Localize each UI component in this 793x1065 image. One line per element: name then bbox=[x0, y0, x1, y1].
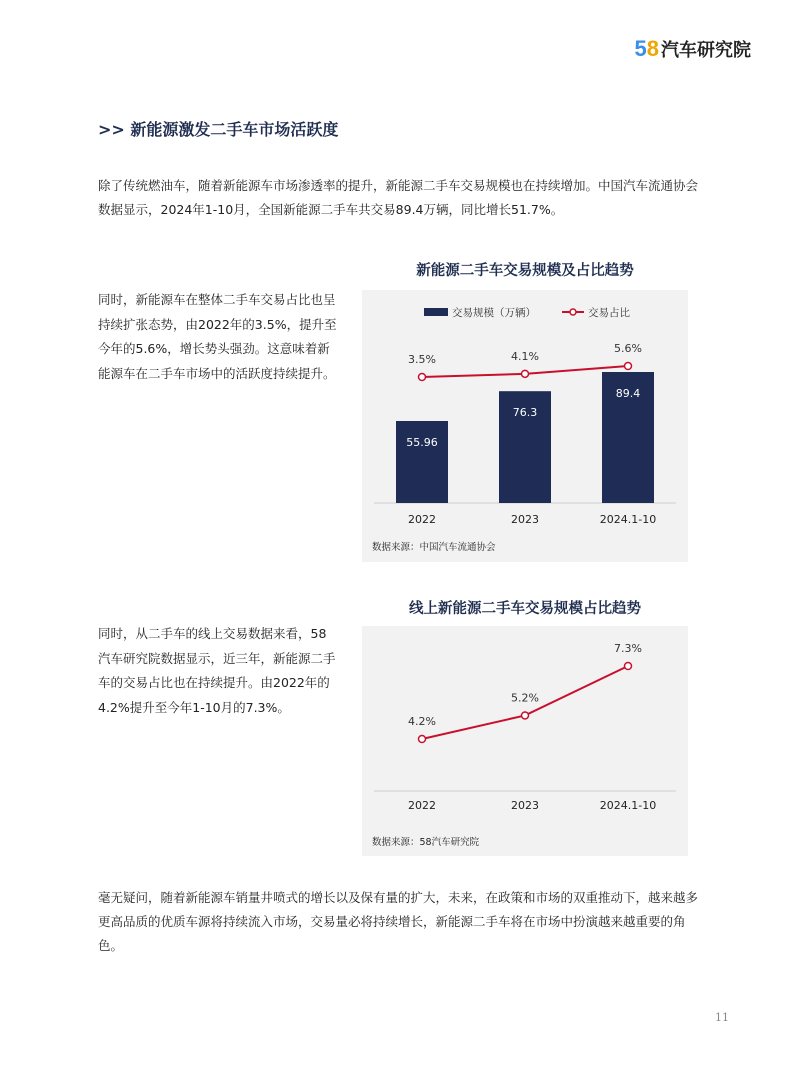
side-paragraph-2: 同时，从二手车的线上交易数据来看，58汽车研究院数据显示，近三年，新能源二手车的交易占比也在持续提升。由2022年的4.2%提升至今年1-10月的7.3%。 bbox=[98, 626, 336, 715]
online-share-point bbox=[522, 712, 529, 719]
online-share-point bbox=[625, 663, 632, 670]
online-share-point bbox=[419, 736, 426, 743]
chart2-panel bbox=[362, 626, 688, 856]
chart1-source: 数据来源：中国汽车流通协会 bbox=[372, 542, 496, 553]
bar-label: 55.96 bbox=[406, 436, 438, 450]
chart2-svg bbox=[362, 626, 688, 856]
x-tick-label: 2022 bbox=[408, 799, 436, 812]
share-label: 3.5% bbox=[408, 353, 436, 366]
x-tick-label: 2023 bbox=[511, 799, 539, 812]
bar-label: 76.3 bbox=[512, 406, 538, 420]
share-point bbox=[625, 363, 632, 370]
logo-digit-five: 5 bbox=[634, 36, 647, 61]
share-point bbox=[419, 374, 426, 381]
share-label: 4.1% bbox=[511, 349, 539, 363]
conclusion-paragraph: 毫无疑问，随着新能源车销量井喷式的增长以及保有量的扩大，未来，在政策和市场的双重推动下，越来越多更高品质的优质车源将持续流入市场，交易量必将持续增长，新能源二手车将在市场中扮演越来越重要的角色。 bbox=[98, 890, 699, 953]
bar-2022 bbox=[396, 421, 448, 503]
x-tick-label: 2023 bbox=[511, 513, 539, 526]
page-number: 11 bbox=[715, 1011, 729, 1024]
legend-bar-swatch bbox=[424, 308, 448, 316]
share-label: 5.6% bbox=[614, 342, 642, 355]
brand-logo bbox=[635, 36, 752, 62]
chart1-panel bbox=[362, 290, 688, 562]
x-tick-label: 2024.1-10 bbox=[599, 513, 657, 526]
side-paragraph-1: 同时，新能源车在整体二手车交易占比也呈持续扩张态势，由2022年的3.5%，提升至今年的5.6%，增长势头强劲。这意味着新能源车在二手车市场中的活跃度持续提升。 bbox=[98, 292, 337, 381]
legend-bar-label: 交易规模（万辆） bbox=[452, 307, 536, 319]
logo-digit-eight: 8 bbox=[646, 36, 659, 61]
legend-line-marker bbox=[570, 309, 576, 315]
share-point bbox=[522, 370, 529, 377]
chart1-title: 新能源二手车交易规模及占比趋势 bbox=[416, 263, 634, 279]
x-tick-label: 2022 bbox=[408, 513, 436, 526]
online-share-label: 7.3% bbox=[614, 642, 642, 655]
chart2-source: 数据来源：58汽车研究院 bbox=[372, 837, 480, 848]
legend-line-label: 交易占比 bbox=[588, 307, 630, 319]
x-tick-label: 2024.1-10 bbox=[599, 799, 657, 812]
chart2-title: 线上新能源二手车交易规模占比趋势 bbox=[409, 601, 641, 617]
logo-name: 汽车研究院 bbox=[661, 40, 751, 61]
online-share-label: 4.2% bbox=[408, 715, 436, 728]
intro-paragraph: 除了传统燃油车，随着新能源车市场渗透率的提升，新能源二手车交易规模也在持续增加。中国汽车流通协会数据显示，2024年1-10月，全国新能源二手车共交易89.4万辆，同比增长51.7%。 bbox=[98, 178, 699, 217]
online-share-label: 5.2% bbox=[511, 691, 539, 705]
bar-label: 89.4 bbox=[615, 387, 641, 400]
section-title: >> 新能源激发二手车市场活跃度 bbox=[98, 120, 339, 139]
chart1-svg bbox=[362, 290, 688, 562]
